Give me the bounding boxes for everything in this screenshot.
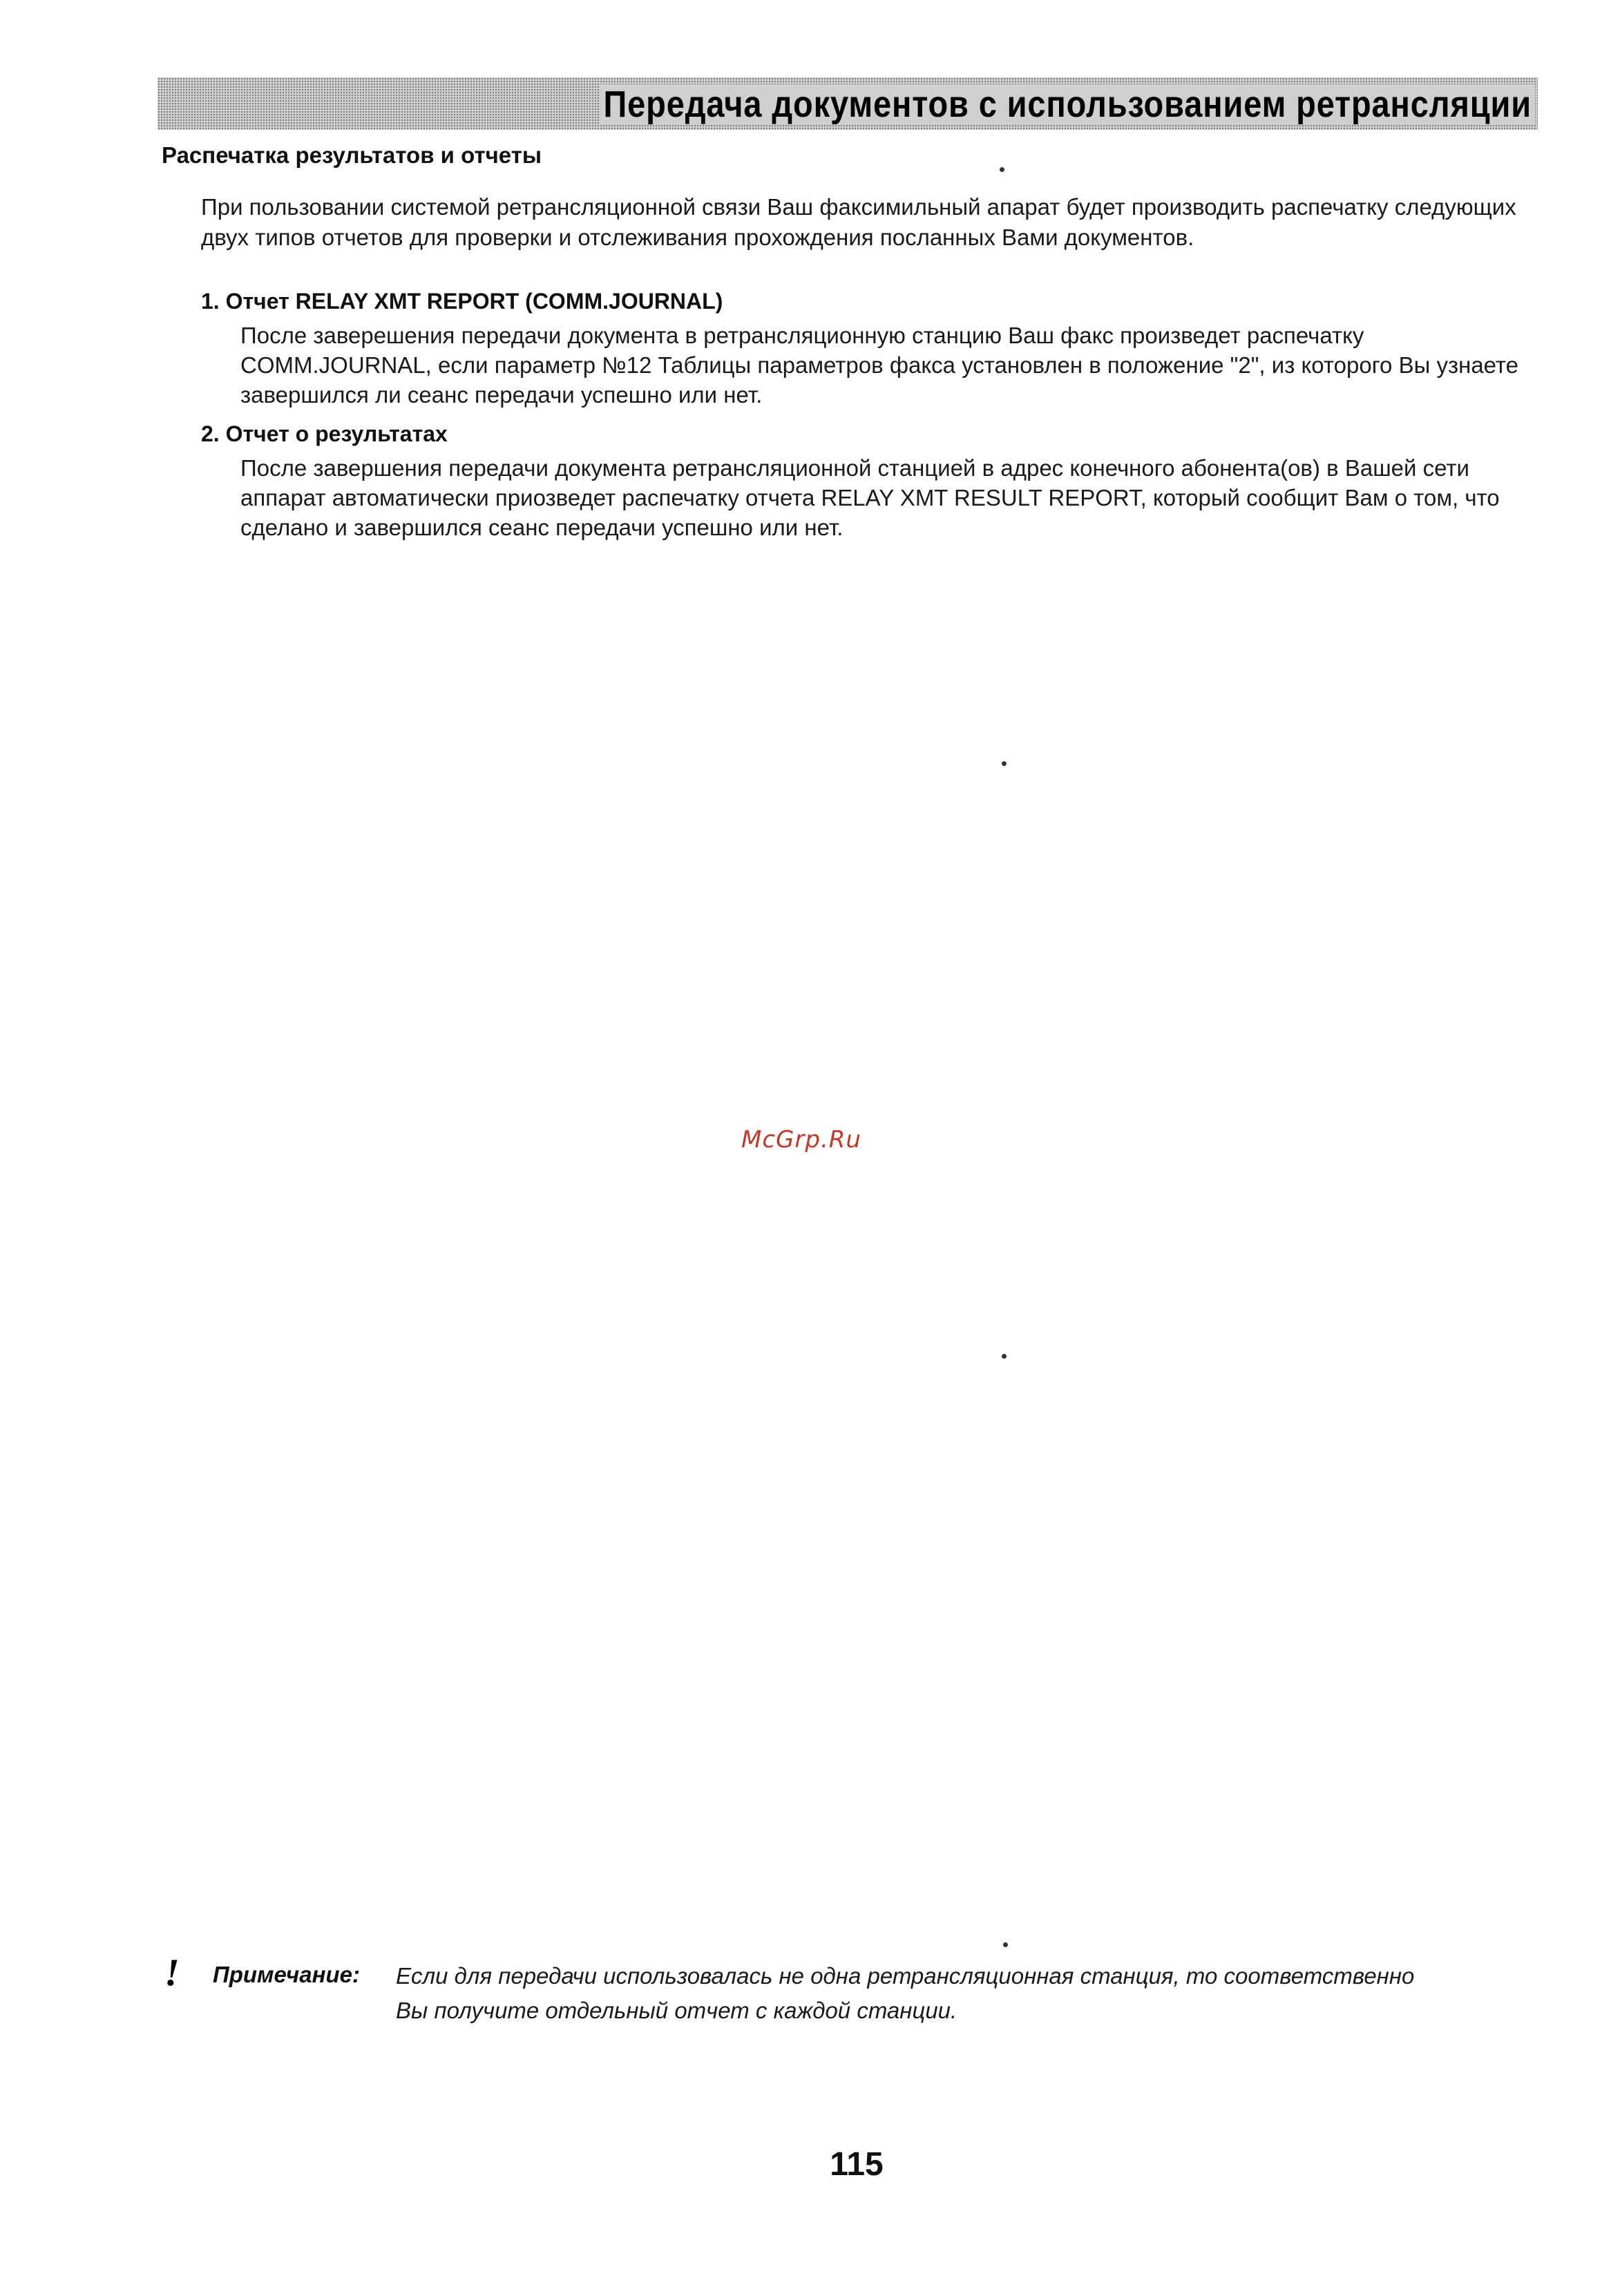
item-1-title: 1. Отчет RELAY XMT REPORT (COMM.JOURNAL) xyxy=(201,289,723,314)
item-2-body: После завершения передачи документа ретрансляционной станцией в адрес конечного абонента(ов) в Вашей сети аппарат автоматически приозведет распечатку отчета RELAY XMT RESULT REPORT, который сообщит Вам о том, что сделано и завершился сеанс передачи успешно или нет. xyxy=(240,455,1500,540)
note-text: Если для передачи использовалась не одна ретрансляционная станция, то соответственно Вы получите отдельный отчет с каждой станции. xyxy=(396,1963,1415,2023)
scan-speck xyxy=(1002,1354,1007,1359)
intro-paragraph: При пользовании системой ретрансляционной связи Ваш факсимильный апарат будет производить распечатку следующих двух типов отчетов для проверки и отслеживания прохождения посланных Вами документов. xyxy=(201,194,1516,250)
page-header-title: Передача документов с использованием ретрансляции xyxy=(600,84,1535,124)
page-header-band xyxy=(158,77,1538,130)
note-label: Примечание: xyxy=(213,1962,361,1987)
item-2-title: 2. Отчет о результатах xyxy=(201,421,448,446)
page-number: 115 xyxy=(830,2146,884,2183)
watermark-text: McGrp.Ru xyxy=(741,1126,861,1154)
scan-speck xyxy=(1003,1942,1008,1947)
scan-speck xyxy=(1000,167,1004,172)
note-exclamation-icon: ! xyxy=(164,1951,180,1994)
section-heading: Распечатка результатов и отчеты xyxy=(162,142,542,168)
scan-speck xyxy=(1002,761,1007,766)
item-1-body: После заверешения передачи документа в ретрансляционную станцию Ваш факс произведет распечатку COMM.JOURNAL, если параметр №12 Таблицы параметров факса установлен в положение "2", из которого Вы узнаете завершился ли сеанс передачи успешно или нет. xyxy=(240,323,1519,408)
